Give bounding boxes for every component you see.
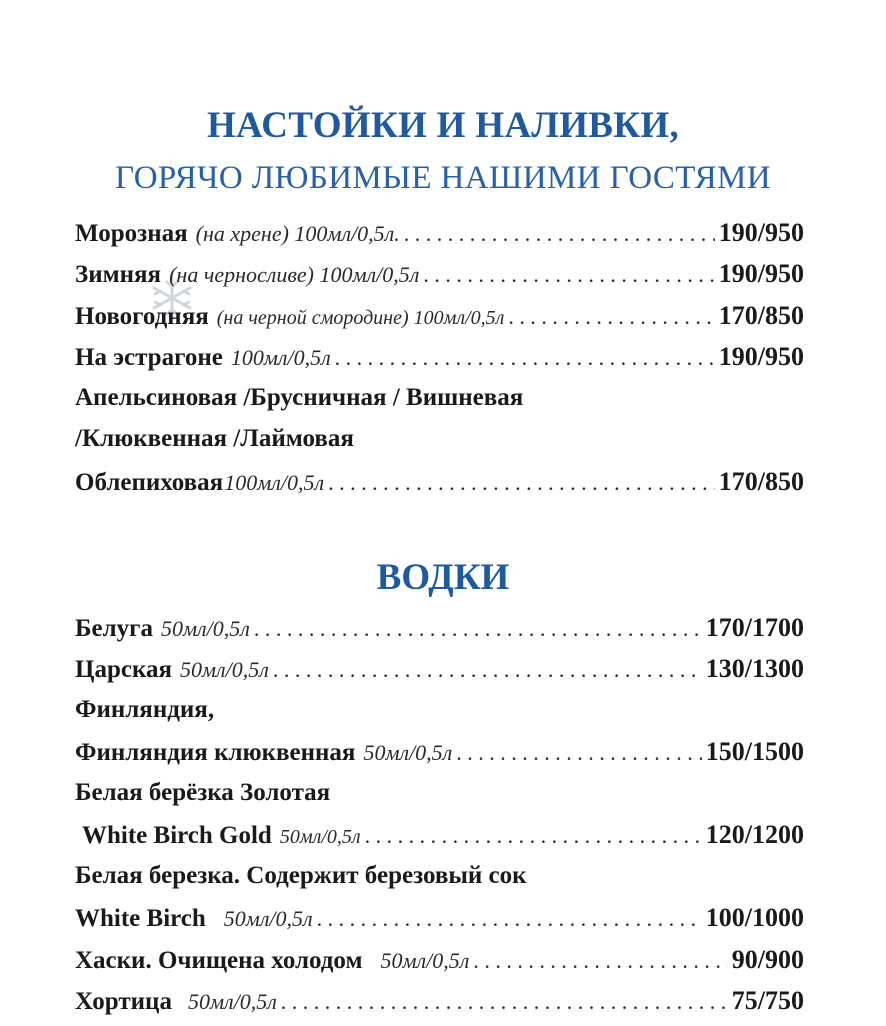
section-subtitle: ГОРЯЧО ЛЮБИМЫЕ НАШИМИ ГОСТЯМИ: [115, 160, 771, 196]
dot-leader: [423, 262, 714, 288]
item-name: Облепиховая: [75, 469, 224, 496]
dot-leader: [473, 948, 727, 974]
menu-item-line: [75, 384, 804, 418]
item-note: (на хрене) 100мл/0,5л.: [195, 221, 400, 246]
item-name-line1: Белая берёзка Золотая: [75, 779, 331, 806]
item-name: Финляндия клюквенная: [75, 739, 356, 766]
dot-leader: [404, 221, 715, 247]
item-note: 100мл/0,5л: [230, 345, 331, 370]
item-price: 100/1000: [705, 903, 804, 932]
menu-item: [75, 654, 804, 688]
menu-item: [75, 737, 804, 771]
dot-leader: [365, 823, 702, 849]
menu-item-line: [75, 696, 804, 730]
item-note: (на черной смородине) 100мл/0,5л: [216, 307, 505, 329]
dot-leader: [317, 906, 702, 932]
item-name: Хортица: [75, 988, 172, 1015]
menu-item: [82, 820, 804, 854]
menu-item: [75, 301, 804, 335]
item-name: White Birch: [75, 905, 206, 932]
item-name-line1: Белая березка. Содержит березовый сок: [75, 862, 527, 889]
dot-leader: [273, 657, 702, 683]
item-name: Царская: [75, 656, 172, 683]
item-price: 90/900: [731, 945, 804, 974]
dot-leader: [508, 304, 714, 330]
item-note: 50мл/0,5л: [161, 616, 250, 641]
item-note: 100мл/0,5л: [224, 470, 325, 495]
menu-item-line: [75, 779, 804, 813]
item-name-line1: Финляндия,: [75, 696, 215, 723]
item-name: Морозная: [75, 220, 188, 247]
item-name: Хаски. Очищена холодом: [75, 947, 363, 974]
menu-item: [75, 945, 804, 979]
menu-item: [75, 613, 804, 647]
menu-item-line: [75, 425, 804, 459]
item-name-line2: /Клюквенная /Лаймовая: [75, 425, 354, 452]
menu-item: [75, 218, 804, 252]
menu-item: [75, 467, 804, 501]
item-price: 190/950: [718, 342, 804, 371]
item-price: 130/1300: [705, 654, 804, 683]
menu-item: [75, 903, 804, 937]
item-name: Новогодняя: [75, 303, 209, 330]
dot-leader: [281, 989, 728, 1015]
item-price: 170/850: [718, 467, 804, 496]
item-price: 120/1200: [705, 820, 804, 849]
item-note: (на черносливе) 100мл/0,5л: [169, 262, 420, 287]
item-price: 190/950: [718, 218, 804, 247]
item-note: 50мл/0,5л: [380, 948, 470, 973]
dot-leader: [254, 616, 702, 642]
item-note: 50мл/0,5л: [363, 740, 453, 765]
item-note: 50мл/0,5л: [180, 657, 269, 682]
item-name: Белуга: [75, 615, 154, 642]
menu-item: [75, 342, 804, 376]
item-note: 50мл/0,5л: [223, 906, 313, 931]
menu-item: [75, 986, 804, 1020]
item-name-line1: Апельсиновая /Брусничная / Вишневая: [75, 384, 524, 411]
item-name: Зимняя: [75, 261, 162, 288]
item-note: 50мл/0,5л: [279, 826, 361, 848]
item-price: 170/850: [718, 301, 804, 330]
menu-item-line: [75, 862, 804, 896]
item-note: 50мл/0,5л: [187, 989, 277, 1014]
item-price: 170/1700: [705, 613, 804, 642]
item-name: На эстрагоне: [75, 344, 223, 371]
menu-item: [75, 259, 804, 293]
dot-leader: [328, 470, 715, 496]
item-price: 190/950: [718, 259, 804, 288]
section-title-vodki: ВОДКИ: [376, 557, 510, 598]
section-title-nastoyki: НАСТОЙКИ И НАЛИВКИ,: [206, 105, 680, 146]
dot-leader: [335, 345, 715, 371]
item-price: 75/750: [731, 986, 804, 1015]
item-name: White Birch Gold: [82, 822, 272, 849]
dot-leader: [456, 740, 701, 766]
item-price: 150/1500: [705, 737, 804, 766]
